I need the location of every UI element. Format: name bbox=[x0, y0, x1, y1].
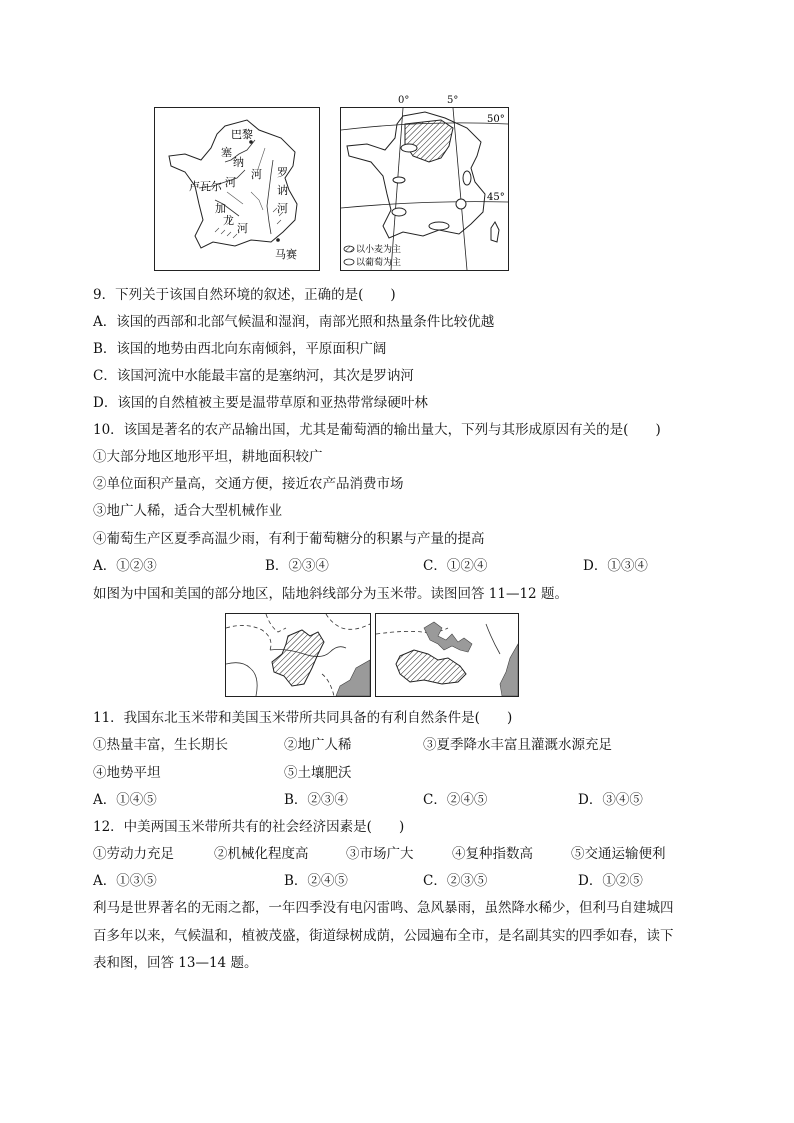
france-agriculture-map-svg bbox=[341, 108, 508, 270]
q12-option-b: B．②④⑤ bbox=[284, 873, 348, 889]
legend-wheat-label: 以小麦为主 bbox=[356, 245, 402, 255]
great-lakes bbox=[424, 622, 472, 652]
tributary-3 bbox=[227, 192, 243, 204]
china-corn-belt-map bbox=[225, 613, 371, 697]
intro-13-14-line-3: 表和图，回答 13—14 题。 bbox=[93, 955, 258, 971]
label-rhone-2: 讷 bbox=[277, 184, 288, 197]
label-garonne-2: 龙 bbox=[223, 214, 234, 227]
q10-statement-4: ④葡萄生产区夏季高温少雨，有利于葡萄糖分的积累与产量的提高 bbox=[93, 531, 485, 547]
grape-region-4 bbox=[456, 199, 466, 209]
grape-region-3 bbox=[392, 208, 406, 216]
q10-option-a: A．①②③ bbox=[93, 558, 157, 574]
label-seine-1: 塞 bbox=[221, 146, 232, 159]
q11-option-c: C．②④⑤ bbox=[423, 792, 488, 808]
label-lat-50: 50° bbox=[487, 114, 505, 125]
legend-grape-swatch bbox=[344, 259, 354, 265]
label-seine-2: 纳 bbox=[233, 156, 244, 169]
grape-region-5 bbox=[429, 222, 449, 230]
grape-region-6 bbox=[463, 171, 471, 185]
q10-statement-3: ③地广人稀，适合大型机械作业 bbox=[93, 503, 282, 519]
label-garonne-3: 河 bbox=[237, 222, 248, 235]
marseille-dot bbox=[276, 238, 280, 242]
china-border-dashed-2 bbox=[266, 614, 286, 632]
q10-statement-2: ②单位面积产量高，交通方便，接近农产品消费市场 bbox=[93, 476, 404, 492]
q12-stem: 12．中美两国玉米带所共有的社会经济因素是( ) bbox=[93, 819, 405, 835]
q10-option-d: D．①③④ bbox=[583, 558, 648, 574]
q11-statement-3: ③夏季降水丰富且灌溉水源充足 bbox=[423, 737, 612, 753]
china-corn-belt bbox=[272, 630, 324, 686]
china-border-dashed-4 bbox=[322, 674, 334, 696]
intro-13-14-line-1: 利马是世界著名的无雨之都，一年四季没有电闪雷鸣、急风暴雨，虽然降水稀少，但利马自建城四 bbox=[93, 900, 674, 916]
china-corn-belt-svg bbox=[226, 614, 370, 696]
label-loire-river-char: 河 bbox=[225, 176, 236, 189]
q10-option-c: C．①②④ bbox=[423, 558, 488, 574]
usa-corn-belt-svg bbox=[376, 614, 518, 696]
label-marseille: 马赛 bbox=[275, 248, 297, 261]
usa-corn-belt bbox=[396, 650, 466, 684]
graticule-lon-5 bbox=[453, 108, 467, 270]
tributary-2 bbox=[251, 192, 263, 210]
legend-grape-label: 以葡萄为主 bbox=[356, 258, 402, 268]
wheat-region bbox=[405, 120, 453, 162]
q9-option-c: C．该国河流中水能最丰富的是塞纳河，其次是罗讷河 bbox=[93, 368, 414, 384]
usa-corn-belt-map bbox=[375, 613, 519, 697]
grape-region-1 bbox=[401, 144, 417, 152]
q12-statement-1: ①劳动力充足 bbox=[93, 846, 174, 862]
rhone-river bbox=[267, 160, 273, 234]
france-river-map-svg bbox=[155, 108, 319, 270]
china-sea bbox=[336, 660, 370, 696]
label-seine-3: 河 bbox=[251, 168, 262, 181]
q10-stem: 10．该国是著名的农产品输出国，尤其是葡萄酒的输出量大，下列与其形成原因有关的是( ) bbox=[93, 422, 661, 438]
q11-statement-1: ①热量丰富，生长期长 bbox=[93, 737, 228, 753]
china-border-dashed-1 bbox=[226, 625, 271, 650]
china-border-dashed-3 bbox=[326, 614, 370, 629]
intro-13-14-line-2: 百多年以来，气候温和，植被茂盛，街道绿树成荫，公园遍布全市，是名副其实的四季如春，读下 bbox=[93, 928, 674, 944]
label-lat-45: 45° bbox=[487, 192, 505, 203]
q11-option-b: B．②③④ bbox=[284, 792, 348, 808]
q10-statement-1: ①大部分地区地形平坦，耕地面积较广 bbox=[93, 449, 323, 465]
q11-option-a: A．①④⑤ bbox=[93, 792, 157, 808]
q11-statement-4: ④地势平坦 bbox=[93, 765, 161, 781]
q12-statement-4: ④复种指数高 bbox=[452, 846, 533, 862]
label-lon-0-outer: 0° bbox=[398, 95, 410, 106]
label-paris: 巴黎 bbox=[231, 128, 253, 141]
label-lon-5-outer: 5° bbox=[447, 95, 459, 106]
grape-region-2 bbox=[393, 177, 405, 183]
q9-option-b: B．该国的地势由西北向东南倾斜，平原面积广阔 bbox=[93, 341, 387, 357]
q12-option-c: C．②③⑤ bbox=[423, 873, 488, 889]
label-rhone-1: 罗 bbox=[277, 166, 288, 179]
q12-option-a: A．①③⑤ bbox=[93, 873, 157, 889]
q11-statement-2: ②地广人稀 bbox=[284, 737, 352, 753]
label-rhone-3: 河 bbox=[277, 202, 288, 215]
q12-statement-5: ⑤交通运输便利 bbox=[571, 846, 666, 862]
q12-statement-3: ③市场广大 bbox=[346, 846, 414, 862]
usa-atlantic-ocean bbox=[500, 644, 518, 696]
q12-option-d: D．①②⑤ bbox=[578, 873, 643, 889]
q11-stem: 11．我国东北玉米带和美国玉米带所共同具备的有利自然条件是( ) bbox=[93, 710, 513, 726]
q9-option-a: A．该国的西部和北部气候温和湿润，南部光照和热量条件比较优越 bbox=[93, 314, 495, 330]
label-loire: 卢瓦尔 bbox=[189, 180, 222, 193]
france-agriculture-map bbox=[340, 107, 509, 271]
q11-statement-5: ⑤土壤肥沃 bbox=[284, 765, 352, 781]
legend-wheat-swatch bbox=[344, 246, 354, 252]
q9-option-d: D．该国的自然植被主要是温带草原和亚热带常绿硬叶林 bbox=[93, 395, 428, 411]
q11-option-d: D．③④⑤ bbox=[578, 792, 643, 808]
q10-option-b: B．②③④ bbox=[265, 558, 329, 574]
china-border-solid-1 bbox=[226, 663, 257, 696]
usa-coast-line bbox=[486, 624, 500, 654]
label-garonne-1: 加 bbox=[215, 202, 226, 215]
graticule-lat-45 bbox=[341, 202, 508, 208]
intro-11-12: 如图为中国和美国的部分地区，陆地斜线部分为玉米带。读图回答 11—12 题。 bbox=[93, 586, 568, 602]
q9-stem: 9．下列关于该国自然环境的叙述，正确的是( ) bbox=[93, 287, 396, 303]
france-river-map bbox=[154, 107, 320, 271]
corsica-island bbox=[491, 222, 499, 242]
q12-statement-2: ②机械化程度高 bbox=[214, 846, 309, 862]
